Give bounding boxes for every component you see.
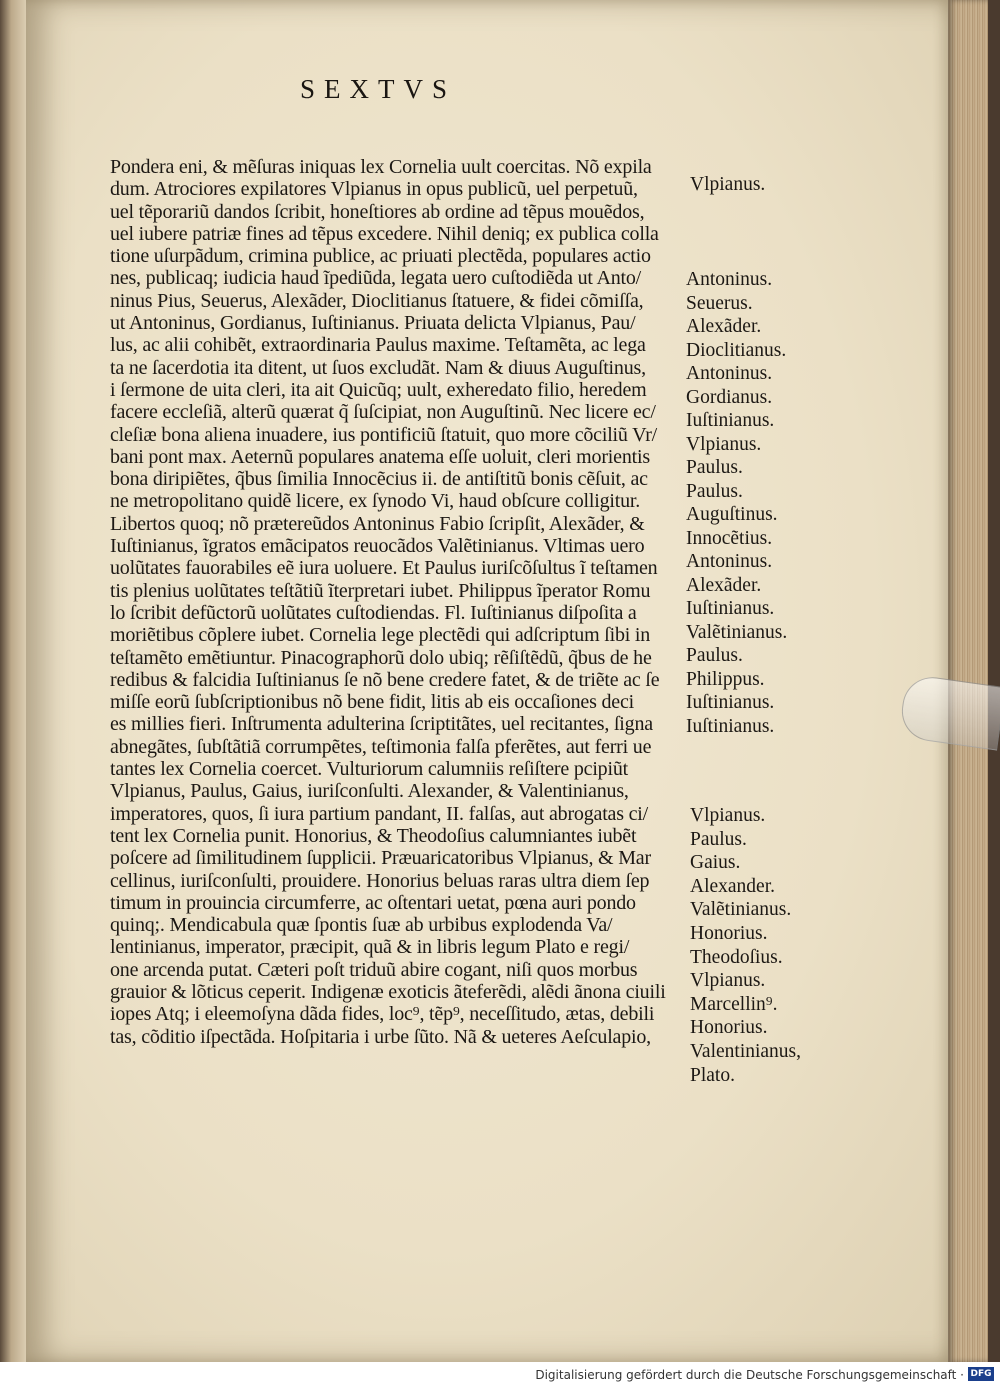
margin-note: Iuſtinianus. [686,692,775,713]
text-line: Vlpianus, Paulus, Gaius, iuriſconſulti. Alexander, & Valentinianus, [110,780,629,803]
margin-note: Gaius. [690,852,741,874]
text-line: tione uſurpãdum, crimina publice, ac priuati plectẽda, populares actio [110,245,651,268]
margin-note: Antoninus. [686,551,773,572]
text-line: nes, publicaq; iudicia haud ĩpediũda, legata uero cuſtodiẽda ut Anto/ [110,267,642,290]
text-line: lentinianus, imperator, præcipit, quã & in libris legum Plato e regi/ [110,936,630,959]
margin-note: Iuſtinianus. [686,598,775,619]
margin-note: Vlpianus. [690,174,766,195]
text-line: tis plenius uolũtates teſtãtiũ ĩterpretari iubet. Philippus ĩperator Romu [110,579,651,602]
margin-note: Paulus. [686,480,743,502]
margin-note: Theodoſius. [690,946,783,968]
text-line: facere eccleſiã, alterũ quærat q̃ ſuſcipiat, non Auguſtinũ. Nec licere ec/ [110,401,656,424]
margin-note: Innocẽtius. [686,527,773,549]
text-line: poſcere ad ſimilitudinem ſupplicii. Præuaricatoribus Vlpianus, & Mar [110,847,651,870]
margin-notes-middle [686,268,787,738]
margin-notes-bottom [690,804,801,1087]
body-text [110,156,685,1048]
margin-note: Paulus. [690,828,747,850]
text-line: tantes lex Cornelia coercet. Vulturiorum calumniis reſiſtere pcipiũt [110,758,628,781]
text-line: cellinus, iuriſconſulti, prouidere. Honorius beluas raras ultra diem ſep [110,869,650,892]
running-header: SEXTVS [300,74,457,104]
text-line: bona diripiẽtes, q̃bus ſimilia Innocẽcius ii. de antiſtitũ bonis cẽſuit, ac [110,468,648,491]
text-line: bani pont max. Aeternũ populares anatema eſſe uoluit, cleri morientis [110,445,650,468]
margin-note: Paulus. [686,645,743,666]
margin-note: Iuſtinianus. [686,410,775,431]
margin-note: Alexander. [690,875,776,897]
margin-note: Valentinianus, [690,1040,802,1062]
text-line: miſſe eorũ ſubſcriptionibus nõ bene fidit, litis ab eis occaſiones deci [110,691,635,714]
text-line: teſtamẽto emẽtiuntur. Pinacographorũ dolo ubiq; rẽſiſtẽdũ, q̃bus de he [110,646,652,669]
text-line: redibus & falcidia Iuſtinianus ſe nõ bene credere fatet, & de triẽte ac ſe [110,668,660,691]
margin-note: Honorius. [690,1017,768,1039]
margin-note: Paulus. [686,457,743,478]
text-line: Pondera eni, & mẽſuras iniquas lex Cornelia uult coercitas. Nõ expila [110,156,652,178]
margin-note: Vlpianus. [690,805,766,826]
text-line: quinq;. Mendicabula quæ ſpontis ſuæ ab urbibus explodenda Va/ [110,914,613,937]
text-line: lo ſcribit defũctorũ uolũtates cuſtodiendas. Fl. Iuſtinianus diſpoſita a [110,601,637,624]
text-line: moriẽtibus cõplere iubet. Cornelia lege plectẽdi qui adſcriptum ſibi in [110,624,651,647]
margin-note: Seuerus. [686,292,753,314]
footer-credit: Digitalisierung gefördert durch die Deutsche Forschungsgemeinschaft · [535,1368,964,1382]
text-line: lus, ac alii cohibẽt, extraordinaria Paulus maxime. Teſtamẽta, ac lega [110,334,646,357]
margin-note: Alexãder. [686,574,762,596]
book-cover-edge [988,0,1000,1362]
text-line: ta ne ſacerdotia ita ditent, ut ſuos excludãt. Nam & diuus Auguſtinus, [110,356,646,379]
margin-note: Dioclitianus. [686,339,787,361]
text-line: cleſiæ bona aliena inuadere, ius pontificiũ ſtatuit, quo more cõciliũ Vr/ [110,423,658,446]
text-line: uel iubere patriæ fines ad tẽpus excedere. Nihil deniq; ex publica colla [110,222,659,245]
margin-note: Auguſtinus. [686,504,778,525]
margin-note: Philippus. [686,668,765,690]
text-line: iopes Atq; i eleemoſyna dãda fides, loc⁹, tẽp⁹, neceſſitudo, ætas, debili [110,1003,655,1026]
margin-note: Antoninus. [686,269,773,290]
text-line: es millies fieri. Inſtrumenta adulterina ſcriptitãtes, uel recitantes, ſigna [110,713,653,736]
text-line: tent lex Cornelia punit. Honorius, & Theodoſius calumniantes iubẽt [110,824,637,847]
text-line: tas, cõditio iſpectãda. Hoſpitaria i urbe ſũto. Nã & ueteres Aeſculapio, [110,1025,651,1048]
text-line: Libertos quoq; nõ prætereũdos Antoninus Fabio ſcripſit, Alexãder, & [110,512,645,535]
text-line: ninus Pius, Seuerus, Alexãder, Dioclitianus ſtatuere, & fidei cõmiſſa, [110,289,644,312]
text-line: ne metropolitano quidẽ licere, ex ſynodo Vi, haud obſcure colligitur. [110,490,641,513]
text-line: uolũtates fauorabiles eẽ iura uoluere. Et Paulus iuriſcõſultus ĩ teſtamen [110,557,658,580]
margin-note: Vlpianus. [690,970,766,992]
margin-note: Valẽtinianus. [690,899,792,921]
text-line: one arcenda putat. Cæteri poſt triduũ abire cogant, niſi quos morbus [110,958,638,981]
margin-note: Vlpianus. [686,433,762,455]
text-line: uel tẽporariũ dandos ſcribit, honeſtiores ab ordine ad tẽpus mouẽdos, [110,200,645,223]
text-line: imperatores, quos, ſi iura partium pandant, II. falſas, aut abrogatas ci/ [110,802,648,825]
margin-note: Gordianus. [686,386,773,408]
margin-note: Valẽtinianus. [686,621,788,643]
text-line: grauior & lõticus ceperit. Indigenæ exoticis ãteferẽdi, alẽdi ãnona ciuili [110,980,666,1003]
margin-note: Plato. [690,1064,735,1086]
margin-note: Alexãder. [686,316,762,337]
margin-note: Iuſtinianus. [686,715,775,737]
text-line: timum in prouincia circumferre, ac oſtentari uetat, pœna auri pondo [110,891,636,914]
margin-notes-top [690,174,765,196]
text-line: i ſermone de uita cleri, ita ait Quicũq; uult, exheredato filio, heredem [110,378,647,401]
text-line: dum. Atrociores expilatores Vlpianus in opus publicũ, uel perpetuũ, [110,178,638,201]
dfg-logo: DFG [968,1367,994,1381]
margin-note: Honorius. [690,922,768,944]
margin-note: Antoninus. [686,363,773,384]
text-line: Iuſtinianus, ĩgratos emãcipatos reuocãdos Valẽtinianus. Vltimas uero [110,535,645,558]
text-line: abnegãtes, ſubſtãtiã corrumpẽtes, teſtimonia falſa pferẽtes, aut ferri ue [110,735,652,758]
margin-note: Marcellin⁹. [690,993,778,1015]
text-line: ut Antoninus, Gordianus, Iuſtinianus. Priuata delicta Vlpianus, Pau/ [110,312,636,335]
